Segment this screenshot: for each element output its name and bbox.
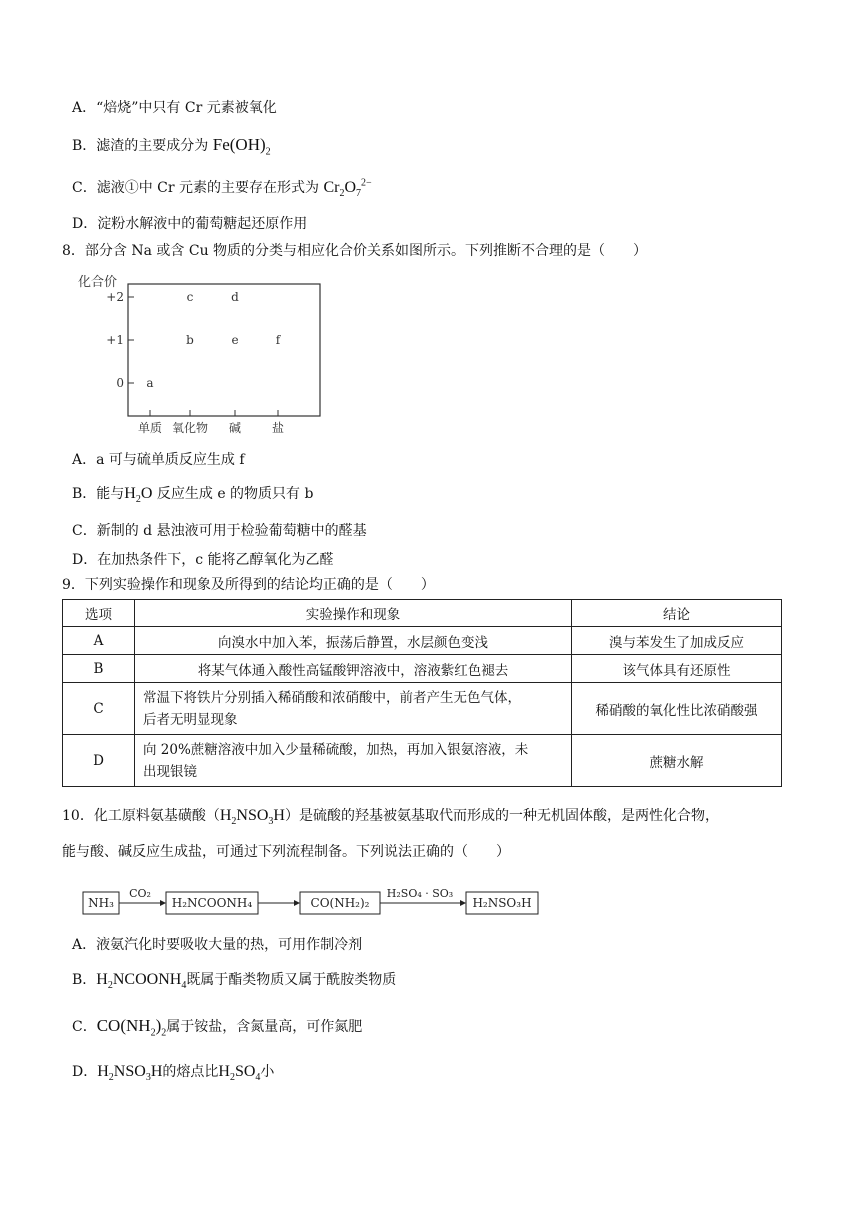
formula-h2nso3h: $H_2NSO_3H$ xyxy=(97,1063,163,1084)
q8-option-d: D．在加热条件下，c 能将乙醇氧化为乙醛 xyxy=(72,552,334,568)
chart-frame xyxy=(128,284,320,416)
flow-box-label: H₂NCOONH₄ xyxy=(171,896,253,910)
x-tick-label: 单质 xyxy=(137,421,163,435)
q7-option-d: D．淀粉水解液中的葡萄糖起还原作用 xyxy=(72,216,308,232)
x-tick-label: 盐 xyxy=(271,421,285,435)
flow-box-label: NH₃ xyxy=(88,896,114,910)
table-header-row xyxy=(63,600,782,627)
x-tick-label: 碱 xyxy=(228,421,242,435)
experiment-table xyxy=(62,599,782,787)
chart-marks xyxy=(106,290,284,435)
point-label-c: c xyxy=(186,290,194,304)
table-header: 选项 xyxy=(63,600,135,627)
synthesis-flowchart xyxy=(82,884,552,920)
point-label-a: a xyxy=(146,376,154,390)
formula-urea: $CO(NH_2)_2$ xyxy=(96,1016,167,1039)
q8-stem: 8．部分含 Na 或含 Cu 物质的分类与相应化合价关系如图所示。下列推断不合理的是（ ） xyxy=(62,243,648,259)
point-label-f: f xyxy=(275,333,281,347)
q10-option-c: C．$CO(NH_2)_2$属于铵盐，含氮量高，可作氮肥 xyxy=(72,1016,363,1039)
table-row: D 向 20%蔗糖溶液中加入少量稀硫酸，加热，再加入银氨溶液，未 出现银镜 蔗糖水解 xyxy=(63,735,782,787)
flow-box-label: CO(NH₂)₂ xyxy=(310,896,370,910)
formula-h2o: $H_2O$ xyxy=(124,485,153,506)
valence-chart xyxy=(70,270,330,440)
table-header: 实验操作和现象 xyxy=(135,600,572,627)
formula-h2ncoonh4: $H_2NCOONH_4$ xyxy=(96,971,187,992)
formula-h2so4: $H_2SO_4$ xyxy=(218,1063,261,1084)
q7-option-a: A．“焙烧”中只有 Cr 元素被氧化 xyxy=(72,100,277,116)
q9-stem: 9．下列实验操作和现象及所得到的结论均正确的是（ ） xyxy=(62,577,435,593)
chart-ylabel: 化合价 xyxy=(78,275,118,290)
table-header: 结论 xyxy=(572,600,782,627)
q7-option-c: C．滤液①中 Cr 元素的主要存在形式为 $Cr_2O_7^{2-}$ xyxy=(72,177,372,200)
formula-h2nso3h: $H_2NSO_3H$ xyxy=(219,807,285,828)
y-tick-label: 0 xyxy=(116,376,124,390)
y-tick-label: +1 xyxy=(106,333,124,347)
q10-option-a: A．液氨汽化时要吸收大量的热，可用作制冷剂 xyxy=(72,937,363,953)
q10-option-b: B．$H_2NCOONH_4$既属于酯类物质又属于酰胺类物质 xyxy=(72,971,397,992)
point-label-d: d xyxy=(231,290,239,304)
q10-option-d: D．$H_2NSO_3H$的熔点比$H_2SO_4$小 xyxy=(72,1063,275,1084)
table-row: B 将某气体通入酸性高锰酸钾溶液中，溶液紫红色褪去 该气体具有还原性 xyxy=(63,655,782,683)
flow-box-label: H₂NSO₃H xyxy=(472,896,532,910)
point-label-b: b xyxy=(186,333,194,347)
table-row: A 向溴水中加入苯，振荡后静置，水层颜色变浅 溴与苯发生了加成反应 xyxy=(63,627,782,655)
table-row: C 常温下将铁片分别插入稀硝酸和浓硝酸中，前者产生无色气体， 后者无明显现象 稀硝酸的氧化性比浓硝酸强 xyxy=(63,683,782,735)
y-tick-label: +2 xyxy=(106,290,124,304)
q8-option-a: A．a 可与硫单质反应生成 f xyxy=(72,452,245,468)
q10-stem-line1: 10．化工原料氨基磺酸$(H_2NSO_3H)$是硫酸的羟基被氨基取代而形成的一种无机固体酸，是两性化合物， xyxy=(62,807,719,828)
formula-fe-oh-2: $Fe(OH)_2$ xyxy=(212,135,271,158)
q10-stem-line2: 能与酸、碱反应生成盐，可通过下列流程制备。下列说法正确的（ ） xyxy=(62,844,510,860)
flow-arrow-label: H₂SO₄ · SO₃ xyxy=(386,887,454,900)
flow-arrow-label: CO₂ xyxy=(129,887,151,900)
q8-option-c: C．新制的 d 悬浊液可用于检验葡萄糖中的醛基 xyxy=(72,523,367,539)
q7-option-b: B．滤渣的主要成分为 $Fe(OH)_2$ xyxy=(72,135,271,158)
formula-cr2o7: $Cr_2O_7^{2-}$ xyxy=(323,177,372,200)
x-tick-label: 氧化物 xyxy=(171,421,209,435)
point-label-e: e xyxy=(231,333,239,347)
q8-option-b: B．能与$H_2O$ 反应生成 e 的物质只有 b xyxy=(72,485,314,506)
